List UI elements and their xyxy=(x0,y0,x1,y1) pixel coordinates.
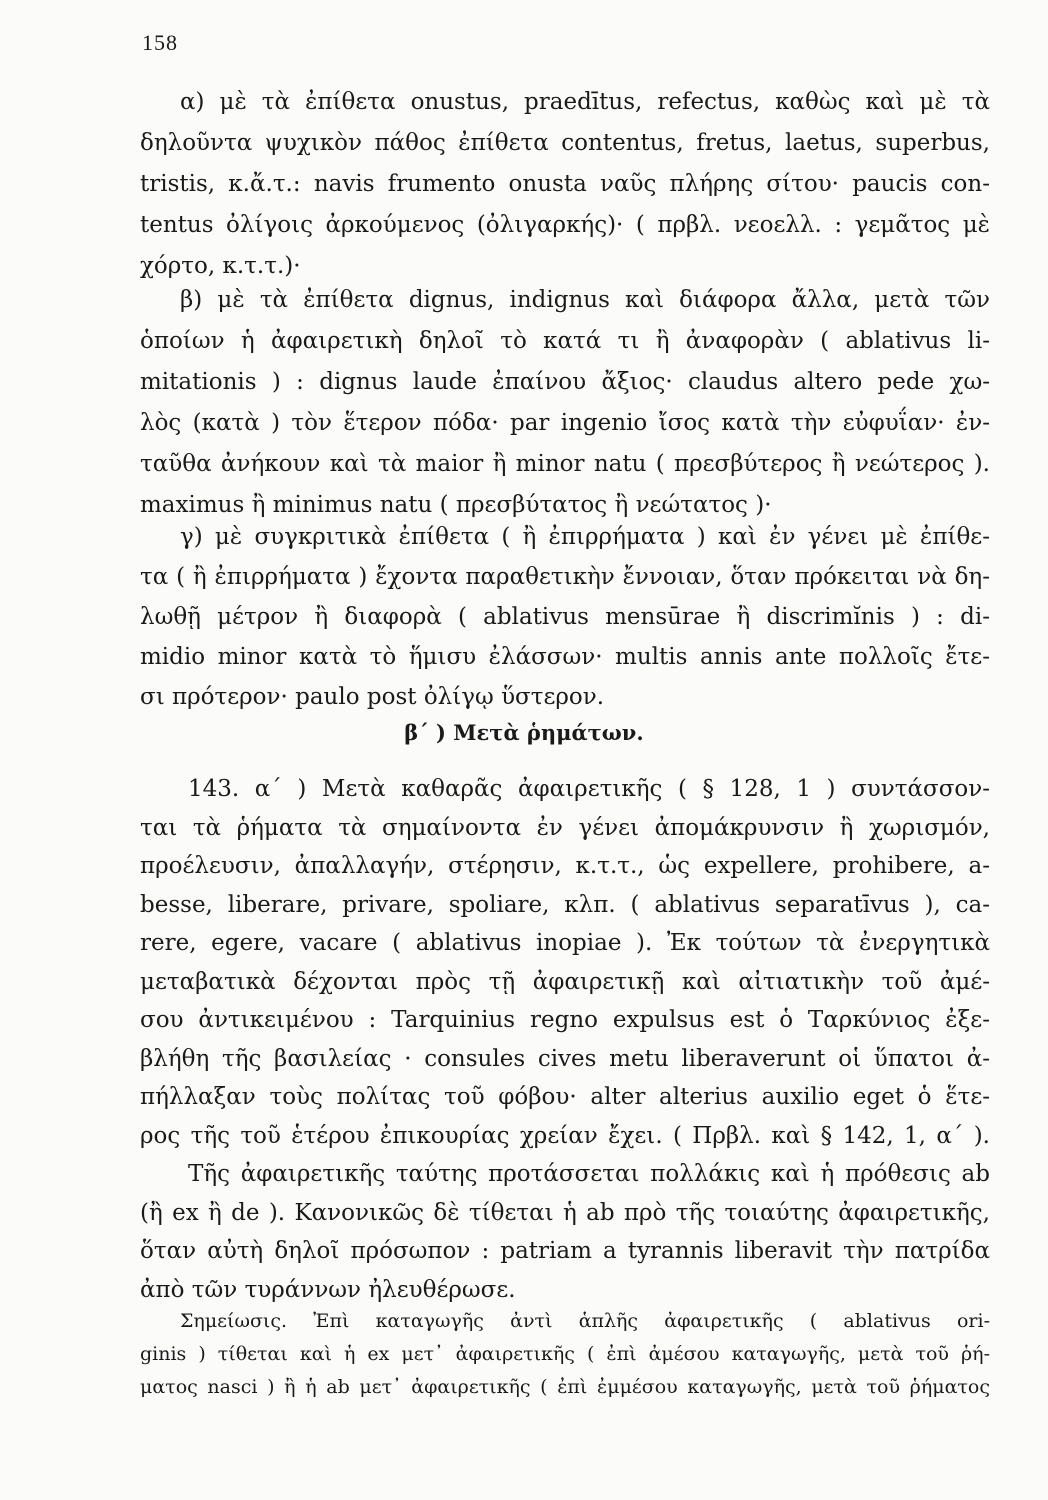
text-line: μεταβατικὰ δέχονται πρὸς τῇ ἀφαιρετικῇ καὶ αἰτιατικὴν τοῦ ἀμέ- xyxy=(140,968,990,995)
text-line: ταῦθα ἀνήκουν καὶ τὰ maior ἢ minor natu ( πρεσβύτερος ἢ νεώτερος ). xyxy=(140,451,990,477)
text-line: rere, egere, vacare ( ablativus inopiae ). Ἐκ τούτων τὰ ἐνεργητικὰ xyxy=(140,930,990,956)
text-line: Σημείωσις. Ἐπὶ καταγωγῆς ἀντὶ ἁπλῆς ἀφαιρετικῆς ( ablativus ori- xyxy=(180,1310,990,1332)
text-line: ται τὰ ῥήματα τὰ σημαίνοντα ἐν γένει ἀπομάκρυνσιν ἢ χωρισμόν, xyxy=(140,814,990,841)
text-line: mitationis ) : dignus laude ἐπαίνου ἄξιος· claudus altero pede χω- xyxy=(140,369,990,395)
text-line: ginis ) τίθεται καὶ ἡ ex μετ᾽ ἀφαιρετικῆς ( ἐπὶ ἀμέσου καταγωγῆς, μετὰ τοῦ ῥή- xyxy=(140,1343,990,1365)
text-line: λωθῇ μέτρον ἢ διαφορὰ ( ablativus mensūrae ἢ discrimĭnis ) : di- xyxy=(140,604,990,630)
text-line: σου ἀντικειμένου : Tarquinius regno expulsus est ὁ Ταρκύνιος ἐξε- xyxy=(140,1007,990,1033)
text-line: ὅταν αὐτὴ δηλοῖ πρόσωπον : patriam a tyrannis liberavit τὴν πατρίδα xyxy=(140,1238,990,1264)
text-line: (ἢ ex ἢ de ). Κανονικῶς δὲ τίθεται ἡ ab πρὸ τῆς τοιαύτης ἀφαιρετικῆς, xyxy=(140,1199,990,1226)
text-line: προέλευσιν, ἀπαλλαγήν, στέρησιν, κ.τ.τ., ὡς expellere, prohibere, a- xyxy=(140,853,990,879)
text-line: ματος nasci ) ἢ ἡ ab μετ᾽ ἀφαιρετικῆς ( ἐπὶ ἐμμέσου καταγωγῆς, μετὰ τοῦ ῥήματος xyxy=(140,1376,990,1398)
text-line: τα ( ἢ ἐπιρρήματα ) ἔχοντα παραθετικὴν ἔννοιαν, ὅταν πρόκειται νὰ δη- xyxy=(140,564,990,590)
text-line: βλήθη τῆς βασιλείας · consules cives metu liberaverunt οἱ ὕπατοι ἀ- xyxy=(140,1045,990,1072)
text-line: midio minor κατὰ τὸ ἥμισυ ἐλάσσων· multis annis ante πολλοῖς ἔτε- xyxy=(140,644,990,670)
text-line: ἀπὸ τῶν τυράννων ἠλευθέρωσε. xyxy=(140,1276,516,1303)
subheading: β΄ ) Μετὰ ῥημάτων. xyxy=(404,720,644,745)
text-line: λὸς (κατὰ ) τὸν ἕτερον πόδα· par ingenio ἴσος κατὰ τὴν εὐφυΐαν· ἐν- xyxy=(140,410,990,436)
text-line: ὁποίων ἡ ἀφαιρετικὴ δηλοῖ τὸ κατά τι ἢ ἀναφορὰν ( ablativus li- xyxy=(140,328,990,354)
text-line: χόρτο, κ.τ.τ.)· xyxy=(140,253,301,279)
text-line: β) μὲ τὰ ἐπίθετα dignus, indignus καὶ διάφορα ἄλλα, μετὰ τῶν xyxy=(180,287,990,313)
text-line: 143. α΄ ) Μετὰ καθαρᾶς ἀφαιρετικῆς ( § 128, 1 ) συντάσσον- xyxy=(188,776,990,802)
text-line: α) μὲ τὰ ἐπίθετα onustus, praedītus, refectus, καθὼς καὶ μὲ τὰ xyxy=(180,89,990,115)
text-line: tentus ὀλίγοις ἀρκούμενος (ὀλιγαρκής)· ( πρβλ. νεοελλ. : γεμᾶτος μὲ xyxy=(140,212,990,238)
text-line: besse, liberare, privare, spoliare, κλπ. ( ablativus separatīvus ), ca- xyxy=(140,891,990,918)
text-line: ρος τῆς τοῦ ἑτέρου ἐπικουρίας χρείαν ἔχει. ( Πρβλ. καὶ § 142, 1, α΄ ). xyxy=(140,1122,990,1149)
text-line: πήλλαξαν τοὺς πολίτας τοῦ φόβου· alter alterius auxilio eget ὁ ἕτε- xyxy=(140,1084,990,1110)
text-line: maximus ἢ minimus natu ( πρεσβύτατος ἢ νεώτατος )· xyxy=(140,492,772,518)
page-number: 158 xyxy=(142,30,178,55)
text-line: γ) μὲ συγκριτικὰ ἐπίθετα ( ἢ ἐπιρρήματα ) καὶ ἐν γένει μὲ ἐπίθε- xyxy=(180,524,990,550)
text-line: tristis, κ.ἄ.τ.: navis frumento onusta ναῦς πλήρης σίτου· paucis con- xyxy=(140,171,990,197)
text-line: σι πρότερον· paulo post ὀλίγῳ ὕστερον. xyxy=(140,684,605,710)
text-line: δηλοῦντα ψυχικὸν πάθος ἐπίθετα contentus, fretus, laetus, superbus, xyxy=(140,130,990,156)
text-line: Τῆς ἀφαιρετικῆς ταύτης προτάσσεται πολλάκις καὶ ἡ πρόθεσις ab xyxy=(188,1161,990,1187)
